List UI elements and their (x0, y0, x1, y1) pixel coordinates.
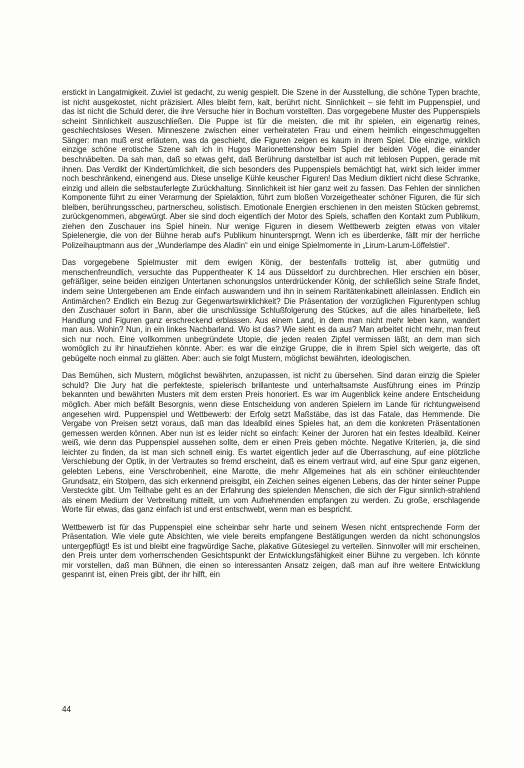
paragraph-3: Das Bemühen, sich Mustern, möglichst bewährten, anzupassen, ist nicht zu übersehen. Sind daran einzig die Spieler schuld? Die Jury hat die perfekteste, spielerisch brillanteste und unterhaltsamste Ausführung eines im Prinzip bekannten und bewährten Musters mit dem ersten Preis honoriert. Es war im Augenblick keine andere Entscheidung möglich. Aber mich befällt Besorgnis, wenn diese Entscheidung von anderen Spielern im Lande für richtungweisend angesehen wird. Puppenspiel und Wettbewerb: der Erfolg setzt Maßstäbe, das ist das Fatale, das Hemmende. Die Vergabe von Preisen setzt voraus, daß man das Idealbild eines Spieles hat, an dem die konkreten Präsentationen gemessen werden können. Aber nun ist es leider nicht so einfach: Keiner der Juroren hat ein festes Idealbild. Keiner weiß, wie denn das Puppenspiel aussehen sollte, dem er einen Preis geben möchte. Negative Kriterien, ja, die sind leichter zu finden, da ist man sich schnell einig. Es wartet eigentlich jeder auf die Überraschung, auf eine plötzliche Verschiebung der Optik, in der Vertrautes so fremd erscheint, daß es einem vertraut wird, auf eine Spur ganz eigenen, gelebten Lebens, eine Verschrobenheit, eine Marotte, die mehr Allgemeines hat als ein schöner einleuchtender Grundsatz, ein Stolpern, das sich erkennend preisgibt, ein Zeichen seines eigenen Lebens, das der hinter seiner Puppe Versteckte gibt. Um Teilhabe geht es an der Erfahrung des spielenden Menschen, die sich der Figur sinnlich-strahlend als einem Medium der Verbreitung mitteilt, um vom Aufnehmenden empfangen zu werden. Zu große, erschlagende Worte für etwas, das ganz einfach ist und erst entschwebt, wenn man es bespricht. (62, 371, 480, 515)
paragraph-4: Wettbewerb ist für das Puppenspiel eine scheinbar sehr harte und seinem Wesen nicht entsprechende Form der Präsentation. Wie viele gute Absichten, wie viele bereits empfangene Bestätigungen werden da nicht schonungslos untergepflügt! Es ist und bleibt eine fragwürdige Sache, plakative Gütesiegel zu verteilen. Sinnvoller will mir erscheinen, den Preis unter dem vorherrschenden Gesichtspunkt der Entwicklungsfähigkeit einer Bühne zu vergeben. Ich könnte mir vorstellen, daß man Bühnen, die einen so interessanten Ansatz zeigen, daß man auf ihre weitere Entwicklung gespannt ist, einen Preis gibt, der ihr hilft, ein (62, 522, 480, 580)
article-body (62, 88, 480, 588)
paragraph-1: erstickt in Langatmigkeit. Zuviel ist gedacht, zu wenig gespielt. Die Szene in der Ausstellung, die schöne Typen brachte, ist nicht ausgekostet, nicht präzisiert. Alles bleibt fern, kalt, berührt nicht. Sinnlichkeit – sie fehlt im Puppenspiel, und das ist nicht die Schuld derer, die ihre Versuche hier in Bochum vorstellten. Das vorgegebene Muster des Puppenspiels scheint Sinnlichkeit auszuschließen. Die Puppe ist für die meisten, die mit ihr spielen, ein eigenartig reines, geschlechtsloses Wesen. Minneszene zwischen einer verheirateten Frau und einem heimlich eingeschmuggelten Sänger: man muß erst erläutern, was da geschieht, die Figuren zeigen es kaum in ihrem Spiel. Die einzige, wirklich einzige schöne erotische Szene sah ich in Hugos Marionettenshow beim Spiel der beiden Vögel, die einander beschnäbelten. Da sah man, daß so etwas geht, daß Berührung darstellbar ist auch mit leblosen Puppen, gerade mit ihnen. Das Verdikt der Kindertümlichkeit, die sich besonders des Puppenspiels bemächtigt hat, wirkt sich leider immer noch beschränkend, einengend aus. Diese unselige Kühle keuscher Figuren! Das Medium diktiert nicht diese Schranke, einzig und allein die selbstauferlegte Zurückhaltung. Sinnlichkeit ist hier ganz weit zu fassen. Das Fehlen der sinnlichen Komponente führt zu einer Verarmung der Spielaktion, führt zum bloßen Vorzeigetheater schöner Figuren, die für sich bleiben, berührungsscheu, partnerscheu, solistisch. Emotionale Energien erschienen in den meisten Stücken gebremst, zurückgenommen, abgewürgt. Aber sie sind doch eigentlich der Motor des Spiels, schaffen den Kontakt zum Publikum, ziehen den Zuschauer ins Spiel hinein. Nur wenige Figuren in diesem Wettbewerb zeigten etwas von vitaler Spielenergie, die von der Bühne herab auf's Publikum hinuntersprngt. Wenn ich es überdenke, fällt mir der herrliche Polizeihauptmann aus der „Wunderlampe des Aladin“ ein und einige Spielmomente in „Lirum-Larum-Löffelstiel“. (62, 88, 480, 250)
paragraph-2: Das vorgegebene Spielmuster mit dem ewigen König, der bestenfalls trottelig ist, aber gutmütig und menschenfreundlich, versuchte das Puppentheater K 14 aus Düsseldorf zu durchbrechen. Hier erschien ein böser, gefräßiger, seine beiden einzigen Untertanen schonungslos unterdrückender König, der schließlich seine Strafe findet, indem seine Untergebenen am Ende einfach auswandern und ihn in seinem Raritätenkabinett alleinlassen. Endlich ein Antimärchen? Endlich ein Bezug zur Gegenwartswirklichkeit? Die Präsentation der vorzüglichen Figurentypen schlug den Zuschauer sofort in Bann, aber die unschlüssige Schlußfolgerung des Stückes, auf die alles hinarbeitete, ließ Handlung und Figuren ganz erschreckend erblassen. Aus einem Land, in dem man nicht mehr leben kann, wandert man aus. Wohin? Nun, in ein linkes Nachbarland. Wo ist das? Wie sieht es da aus? Man arbeitet nicht mehr, man freut sich nur noch. Eine vollkommen unbegründete Utopie, die jeden realen Zipfel vermissen läßt, an dem man sich womöglich zu ihr hinaufziehen könnte. Aber: es war die einzige Gruppe, die in ihrem Spiel sich weigerte, das oft gebügelte noch einmal zu glätten. Aber: auch sie folgt Mustern, möglichst bewährten, ideologischen. (62, 258, 480, 363)
page-number: 44 (62, 705, 71, 714)
